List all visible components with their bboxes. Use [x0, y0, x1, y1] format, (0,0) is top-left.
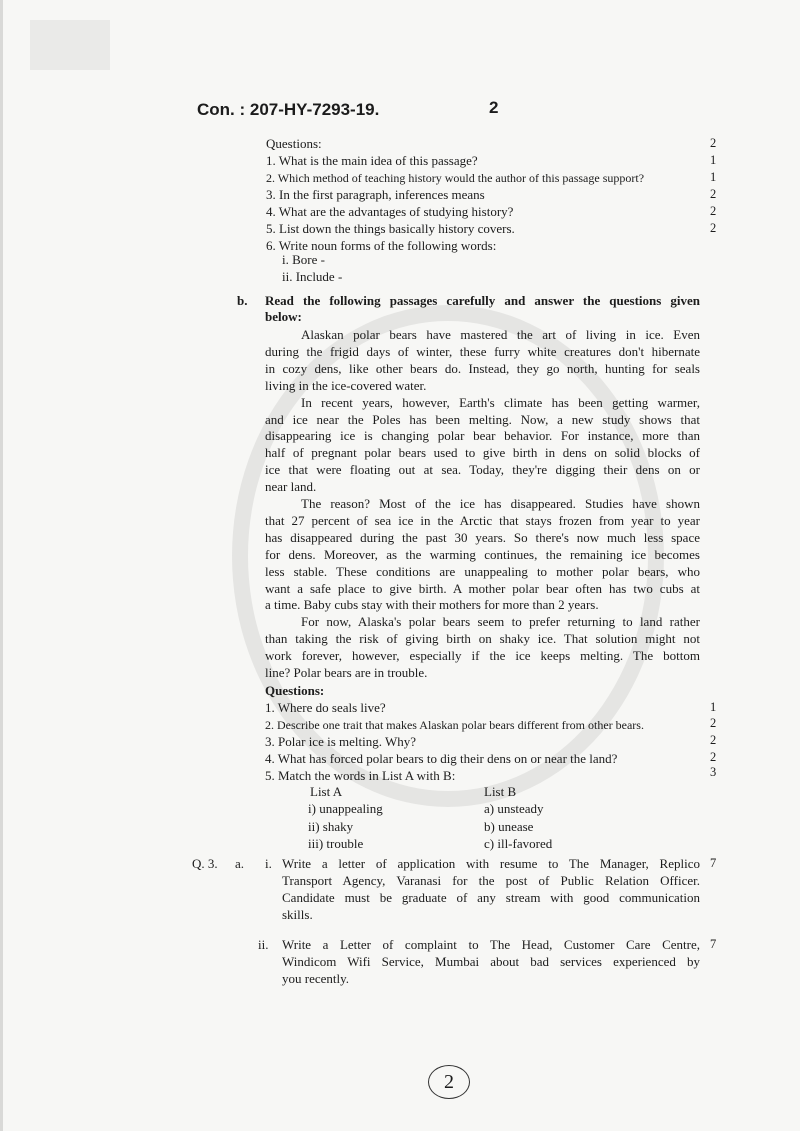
- paper-code: Con. : 207-HY-7293-19.: [197, 100, 380, 119]
- list-a-heading: List A: [310, 784, 343, 799]
- passage-line: than taking the risk of giving birth on shaky ice. That solution might not: [265, 631, 700, 647]
- passage-line: living in the ice-covered water.: [265, 377, 427, 393]
- question-item: 4. What has forced polar bears to dig their dens on or near the land?: [265, 751, 618, 766]
- item-number: ii.: [258, 937, 269, 952]
- mark: 7: [710, 937, 717, 951]
- question-line: Write a letter of application with resume to The Manager, Replico: [282, 856, 700, 871]
- sub-item: ii. Include -: [282, 269, 343, 284]
- question-item: 5. Match the words in List A with B:: [265, 768, 456, 783]
- passage-line: Alaskan polar bears have mastered the art of living in ice. Even: [301, 327, 700, 342]
- passage-line: has disappeared during the past 30 years. So there's now much less space: [265, 529, 700, 545]
- mark: 1: [710, 170, 717, 184]
- passage-line: near land.: [265, 479, 317, 495]
- passage-line: ice that were floating out at sea. Today, they're digging their dens on or: [265, 462, 700, 478]
- passage-line: In recent years, however, Earth's climate has been getting warmer,: [301, 394, 700, 410]
- passage-line: For now, Alaska's polar bears seem to prefer returning to land rather: [301, 614, 700, 630]
- passage-line: and ice near the Poles has been melting. Now, a new study shows that: [265, 411, 700, 427]
- list-a-item: i) unappealing: [308, 801, 383, 816]
- mark: 1: [710, 153, 717, 167]
- passage-line: for dens. Moreover, as the warming continues, the remaining ice becomes: [265, 546, 700, 562]
- mark: 3: [710, 765, 717, 779]
- question-item: 6. Write noun forms of the following words:: [266, 238, 497, 253]
- scan-edge: [0, 0, 3, 1131]
- question-line: Write a Letter of complaint to The Head, Customer Care Centre,: [282, 937, 700, 952]
- passage-line: half of pregnant polar bears used to give birth in dens on solid blocks of: [265, 445, 700, 461]
- passage-line: want a safe place to give birth. A mother polar bear often has two cubs at: [265, 580, 700, 596]
- passage-line: line? Polar bears are in trouble.: [265, 665, 428, 680]
- mark: 2: [710, 733, 717, 747]
- question-item: 1. Where do seals live?: [265, 700, 386, 715]
- list-a-item: ii) shaky: [308, 818, 354, 834]
- question-item: 5. List down the things basically history covers.: [266, 221, 515, 236]
- list-b-item: b) unease: [484, 818, 534, 834]
- question-line: skills.: [282, 907, 313, 922]
- circled-page-number: 2: [428, 1065, 470, 1099]
- question-item: 3. Polar ice is melting. Why?: [265, 734, 417, 749]
- instruction-line: below:: [265, 309, 302, 324]
- questions-heading: Questions:: [265, 683, 325, 698]
- list-b-heading: List B: [484, 784, 517, 799]
- passage-line: less stable. These conditions are unappealing to mother polar bears, who: [265, 563, 700, 579]
- list-b-item: c) ill-favored: [484, 836, 553, 851]
- mark: 2: [710, 750, 717, 764]
- mark: 2: [710, 136, 717, 150]
- instruction-line: Read the following passages carefully and answer the questions given: [265, 293, 700, 308]
- passage-line: disappearing ice is changing polar bear behavior. For instance, more than: [265, 428, 700, 444]
- question-line: Windicom Wifi Service, Mumbai about bad services experienced by: [282, 954, 700, 969]
- question-item: 2. Describe one trait that makes Alaskan polar bears different from other bears.: [265, 718, 644, 732]
- mark: 7: [710, 856, 717, 870]
- question-line: Candidate must be graduate of any stream with good communication: [282, 890, 700, 905]
- sub-item: i. Bore -: [282, 252, 325, 267]
- list-b-item: a) unsteady: [484, 801, 544, 816]
- list-a-item: iii) trouble: [308, 836, 364, 851]
- question-item: 1. What is the main idea of this passage?: [266, 153, 478, 168]
- question-item: 2. Which method of teaching history would the author of this passage support?: [266, 171, 645, 185]
- question-part: a.: [235, 856, 245, 871]
- passage-line: a time. Baby cubs stay with their mothers for more than 2 years.: [265, 597, 599, 613]
- item-number: i.: [265, 856, 272, 871]
- mark: 2: [710, 221, 717, 235]
- question-line: you recently.: [282, 971, 350, 986]
- passage-line: in cozy dens, like other bears do. Instead, they go north, hunting for seals: [265, 360, 700, 376]
- page-number: 2: [489, 98, 499, 117]
- section-label: b.: [237, 293, 248, 308]
- question-line: Transport Agency, Varanasi for the post of Public Relation Officer.: [282, 873, 700, 888]
- passage-line: The reason? Most of the ice has disappeared. Studies have shown: [301, 496, 700, 511]
- question-item: 3. In the first paragraph, inferences means: [266, 187, 485, 202]
- question-number: Q. 3.: [192, 856, 218, 871]
- mark: 1: [710, 700, 717, 714]
- questions-heading: Questions:: [266, 136, 322, 151]
- passage-line: that 27 percent of sea ice in the Arctic that stays frozen from year to year: [265, 512, 700, 528]
- question-item: 4. What are the advantages of studying history?: [266, 204, 514, 219]
- passage-line: during the frigid days of winter, these furry white creatures don't hibernate: [265, 343, 700, 359]
- mark: 2: [710, 204, 717, 218]
- mark: 2: [710, 716, 717, 730]
- mark: 2: [710, 187, 717, 201]
- scan-smudge: [30, 20, 110, 70]
- passage-line: work forever, however, especially if the ice keeps melting. The bottom: [265, 648, 700, 664]
